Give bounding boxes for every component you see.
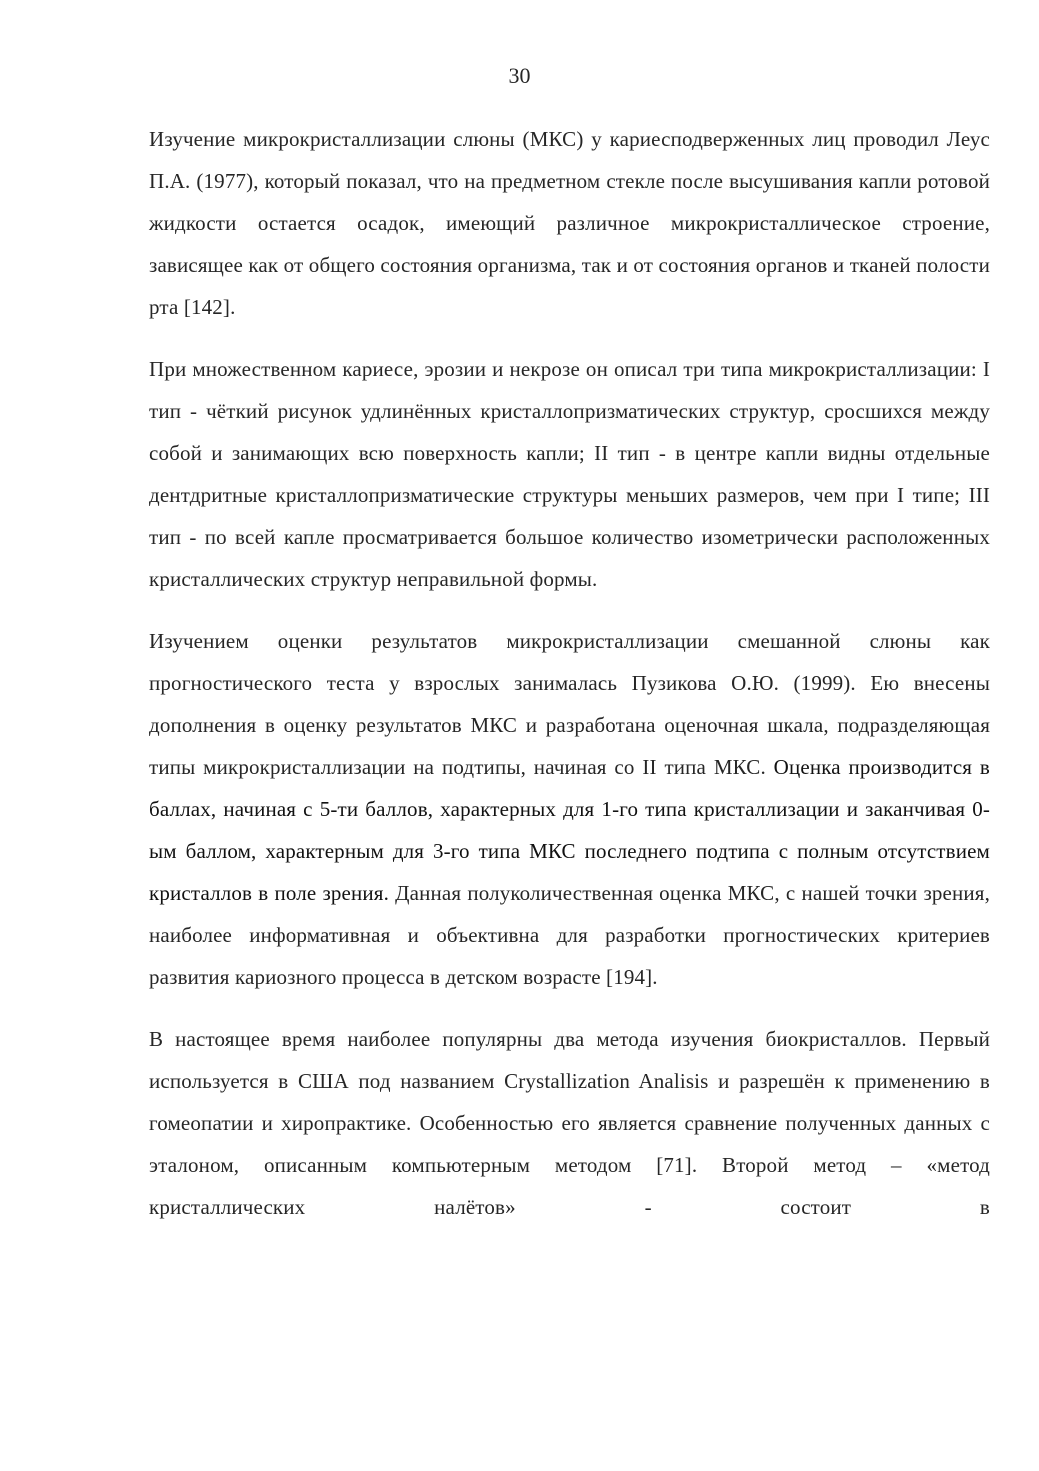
paragraph-2: При множественном кариесе, эрозии и некрозе он описал три типа микрокристаллизации: I тип - чёткий рисунок удлинённых кристаллопризматических структур, сросшихся между собой и занимающих всю поверхность капли; II тип - в центре капли видны отдельные дентдритные кристаллопризматические структуры меньших размеров, чем при I типе; III тип - по всей капле просматривается большое количество изометрически расположенных кристаллических структур неправильной формы. [149, 357, 990, 591]
document-body [149, 118, 990, 1248]
paragraph-3 [149, 620, 990, 998]
paragraph-3-part-1: Изучением оценки результатов микрокристаллизации смешанной слюны как прогностического теста у взрослых занималась Пузикова О.Ю. (1999). Ею внесены дополнения в оценку результатов МКС и разработана оценочная шкала, подразделяющая типы микрокристаллизации на подтипы, начиная со II типа МКС. [149, 629, 990, 779]
page-number: 30 [508, 63, 531, 88]
paragraph-1: Изучение микрокристаллизации слюны (МКС) у кариесподверженных лиц проводил Леус П.А. (1977), который показал, что на предметном стекле после высушивания капли ротовой жидкости остается осадок, имеющий различное микрокристаллическое строение, зависящее как от общего состояния организма, так и от состояния органов и тканей полости рта [142]. [149, 127, 990, 319]
paragraph-3-part-3: Данная полуколичественная оценка МКС, с нашей точки зрения, наиболее информативная и объективна для разработки прогностических критериев развития кариозного процесса в детском возрасте [194]. [149, 881, 990, 989]
paragraph-4: В настоящее время наиболее популярны два метода изучения биокристаллов. Первый используется в США под названием Crystallization Analisis и разрешён к применению в гомеопатии и хиропрактике. Особенностью его является сравнение полученных данных с эталоном, описанным компьютерным методом [71]. Второй метод – «метод кристаллических налётов» - состоит в [149, 1027, 990, 1219]
paragraph-3-part-2: Оценка производится в баллах, начиная с 5-ти баллов, характерных для 1-го типа кристаллизации и заканчивая 0-ым баллом, характерным для 3-го типа МКС последнего подтипа с полным отсутствием кристаллов в поле зрения. [149, 755, 990, 905]
